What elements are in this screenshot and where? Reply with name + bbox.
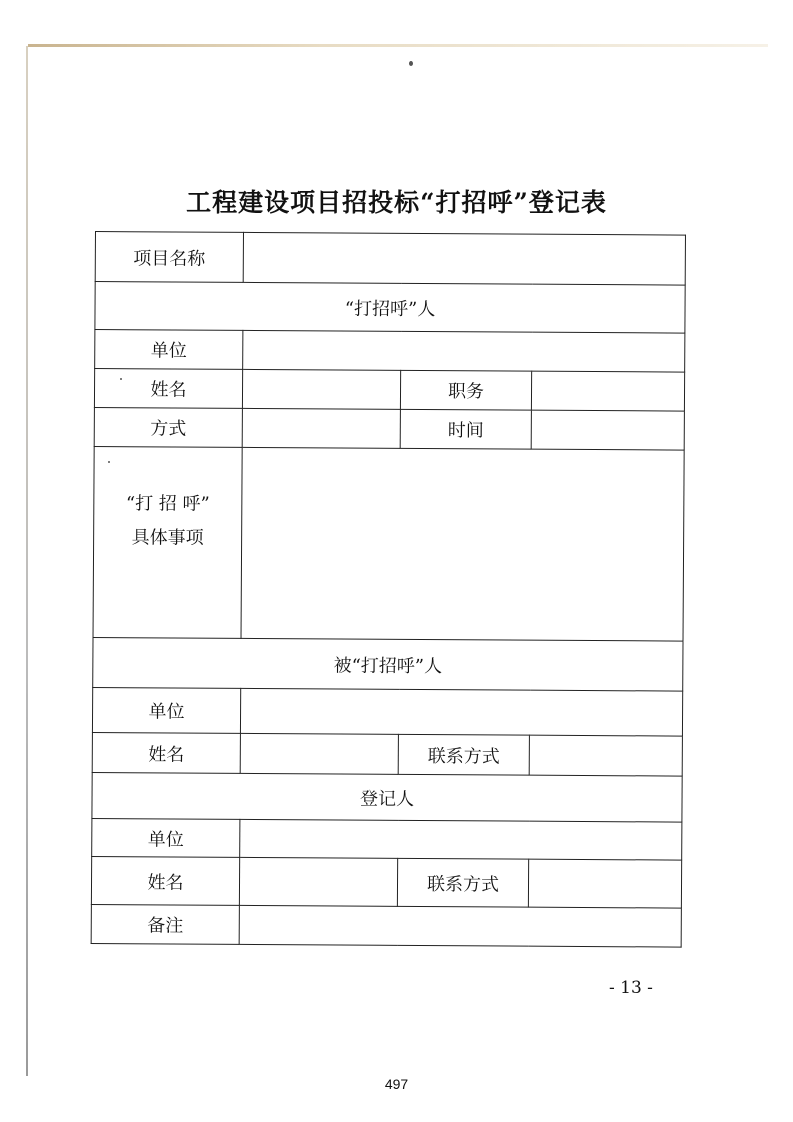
row-caller-method (94, 407, 684, 450)
row-registrar-name (91, 856, 681, 908)
row-callee-unit (92, 687, 682, 736)
project-name-label: 项目名称 (95, 232, 243, 283)
row-registrar-section (92, 772, 682, 822)
scan-edge-top (28, 44, 768, 47)
caller-name-label: 姓名 (94, 369, 242, 409)
row-callee-name (92, 732, 682, 776)
row-caller-unit (95, 330, 685, 373)
callee-unit-field[interactable] (240, 688, 682, 736)
matter-label-line2: 具体事项 (131, 527, 204, 549)
caller-position-label: 职务 (400, 370, 531, 410)
caller-position-field[interactable] (531, 371, 684, 411)
registrar-unit-field[interactable] (240, 819, 682, 860)
project-name-field[interactable] (243, 232, 685, 285)
row-callee-section (93, 637, 683, 691)
matter-field[interactable] (241, 447, 684, 641)
callee-name-label: 姓名 (92, 732, 240, 773)
row-project-name (95, 232, 685, 286)
registrar-section-header: 登记人 (92, 772, 682, 822)
remarks-label: 备注 (91, 904, 239, 944)
callee-contact-label: 联系方式 (398, 734, 529, 775)
caller-unit-label: 单位 (95, 330, 243, 370)
caller-section-header: “打招呼”人 (95, 282, 685, 334)
row-registrar-unit (92, 818, 682, 860)
callee-contact-field[interactable] (529, 735, 682, 776)
scan-page-number: 497 (384, 1076, 409, 1092)
callee-section-header: 被“打招呼”人 (93, 637, 683, 691)
row-caller-name (94, 369, 684, 412)
registrar-name-field[interactable] (239, 857, 397, 906)
registrar-contact-field[interactable] (528, 859, 681, 908)
remarks-field[interactable] (239, 905, 681, 947)
caller-method-label: 方式 (94, 407, 242, 447)
form-title: 工程建设项目招投标“打招呼”登记表 (186, 188, 607, 217)
registrar-unit-label: 单位 (92, 818, 240, 857)
caller-time-field[interactable] (531, 410, 684, 450)
registrar-name-label: 姓名 (91, 856, 239, 905)
caller-method-field[interactable] (242, 408, 400, 448)
matter-label (93, 446, 242, 638)
row-remarks (91, 904, 681, 947)
registration-form-table (91, 231, 686, 948)
row-matter (93, 446, 684, 641)
callee-name-field[interactable] (240, 733, 398, 774)
scan-speck (409, 61, 413, 66)
callee-unit-label: 单位 (92, 687, 240, 733)
caller-unit-field[interactable] (243, 330, 685, 372)
registrar-contact-label: 联系方式 (397, 858, 528, 907)
caller-time-label: 时间 (400, 409, 531, 449)
page-number: - 13 - (609, 978, 653, 998)
row-caller-section (95, 282, 685, 334)
caller-name-field[interactable] (242, 369, 400, 409)
matter-label-line1: “打 招 呼” (125, 493, 210, 515)
